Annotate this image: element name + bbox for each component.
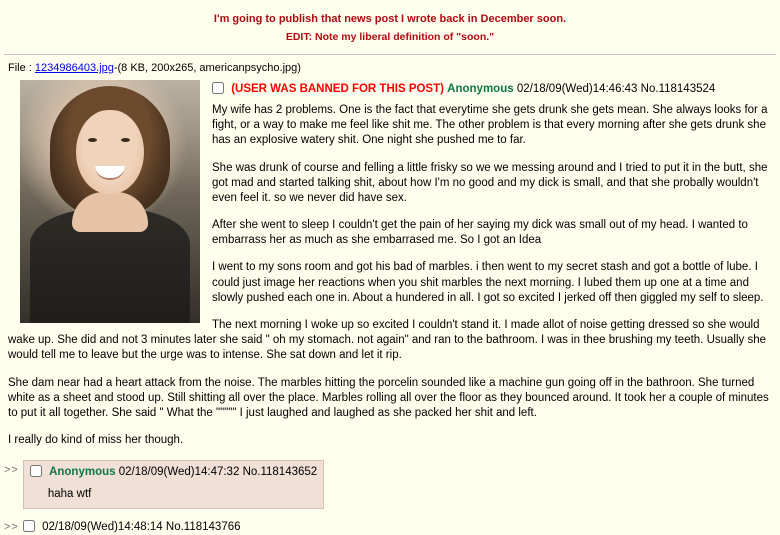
original-post xyxy=(0,78,780,448)
reply-body-container xyxy=(23,460,324,509)
file-link[interactable]: 1234986403.jpg xyxy=(34,62,114,75)
reply-text: haha wtf xyxy=(47,488,92,501)
post-body xyxy=(212,103,774,306)
reply-author: Anonymous xyxy=(49,466,116,479)
announcement-line-1: I'm going to publish that news post I wrote back in December soon. xyxy=(213,13,567,25)
post-paragraph: I went to my sons room and got his bad of marbles. i then went to my secret stash and got a bottle of lube. I could just image her reactions when you shit marbles the next morning. I lubed them up one at a time and slowly pushed each one in. About a hundered in all. I got so excited I jerked off then giggled my self to sleep. xyxy=(212,261,764,304)
post-header xyxy=(212,78,774,103)
banned-notice: (USER WAS BANNED FOR THIS POST) xyxy=(231,83,444,96)
reply-arrows: >> xyxy=(4,521,19,534)
post-body-continued xyxy=(8,318,774,448)
post-checkbox[interactable] xyxy=(212,82,224,94)
post-number[interactable]: No.118143524 xyxy=(640,83,716,96)
file-details: -(8 KB, 200x265, americanpsycho.jpg) xyxy=(113,62,301,75)
post-content xyxy=(212,78,774,318)
file-info-row xyxy=(0,62,780,78)
announcement-line-2: EDIT: Note my liberal definition of "soon." xyxy=(285,30,495,43)
reply-header xyxy=(23,517,241,535)
reply-checkbox[interactable] xyxy=(30,465,42,477)
post-paragraph: The next morning I woke up so excited I couldn't stand it. I made allot of noise getting dressed so she would wake up. She did and not 3 minutes later she said " oh my stomach. not again" and ran to the bathroom. I was in thee brushing my teeth. Usually she would tell me to leave but the urge was to intense. She sat down and let it rip. xyxy=(8,318,767,362)
reply-arrows: >> xyxy=(4,464,19,477)
reply-number[interactable]: No.118143652 xyxy=(242,466,318,479)
image-face xyxy=(76,110,144,194)
post-paragraph: My wife has 2 problems. One is the fact that everytime she gets drunk she gets mean. She always looks for a fight, or a way to make me feel like shit me. The other problem is that every morning after she gets drunk she has an explosive watery shit. One night she pushed me to far. xyxy=(212,104,768,147)
reply-item xyxy=(0,460,780,509)
post-datetime: 02/18/09(Wed)14:46:43 xyxy=(516,83,638,96)
post-paragraph: She dam near had a heart attack from the noise. The marbles hitting the porcelin sounded like a machine gun going off in the bathroon. She turned white as a sheet and stood up. Still shitting all over the place. Marbles rolling all over the floor as they bounced around. It took her a couple of minutes to put it all together. She said " What the """"" I just laughed and laughed as she packed her shit and left. xyxy=(8,376,769,419)
announcement-banner xyxy=(0,0,780,45)
reply-datetime: 02/18/09(Wed)14:47:32 xyxy=(118,466,240,479)
post-image[interactable] xyxy=(20,80,200,323)
post-paragraph: She was drunk of course and felling a little frisky so we we messing around and I tried to put it in the butt, she got mad and started talking shit, about how I'm no good and my dick is small, and that she probally wouldn't even feel it. so we never did have sex. xyxy=(212,161,768,204)
post-paragraph: I really do kind of miss her though. xyxy=(8,434,184,447)
post-image-thumbnail[interactable] xyxy=(20,80,200,323)
post-paragraph: After she went to sleep I couldn't get the pain of her saying my dick was small out of my head. I wanted to embarrass her as much as she embarrased me. So I got an Idea xyxy=(212,219,748,247)
divider xyxy=(4,54,776,56)
reply-item xyxy=(0,517,780,535)
file-label: File : xyxy=(8,62,32,75)
post-author: Anonymous xyxy=(447,83,514,96)
reply-list xyxy=(0,460,780,535)
reply-datetime: 02/18/09(Wed)14:48:14 xyxy=(42,521,163,534)
reply-header xyxy=(30,464,317,480)
reply-checkbox[interactable] xyxy=(23,520,35,532)
reply-number[interactable]: No.118143766 xyxy=(165,521,241,534)
